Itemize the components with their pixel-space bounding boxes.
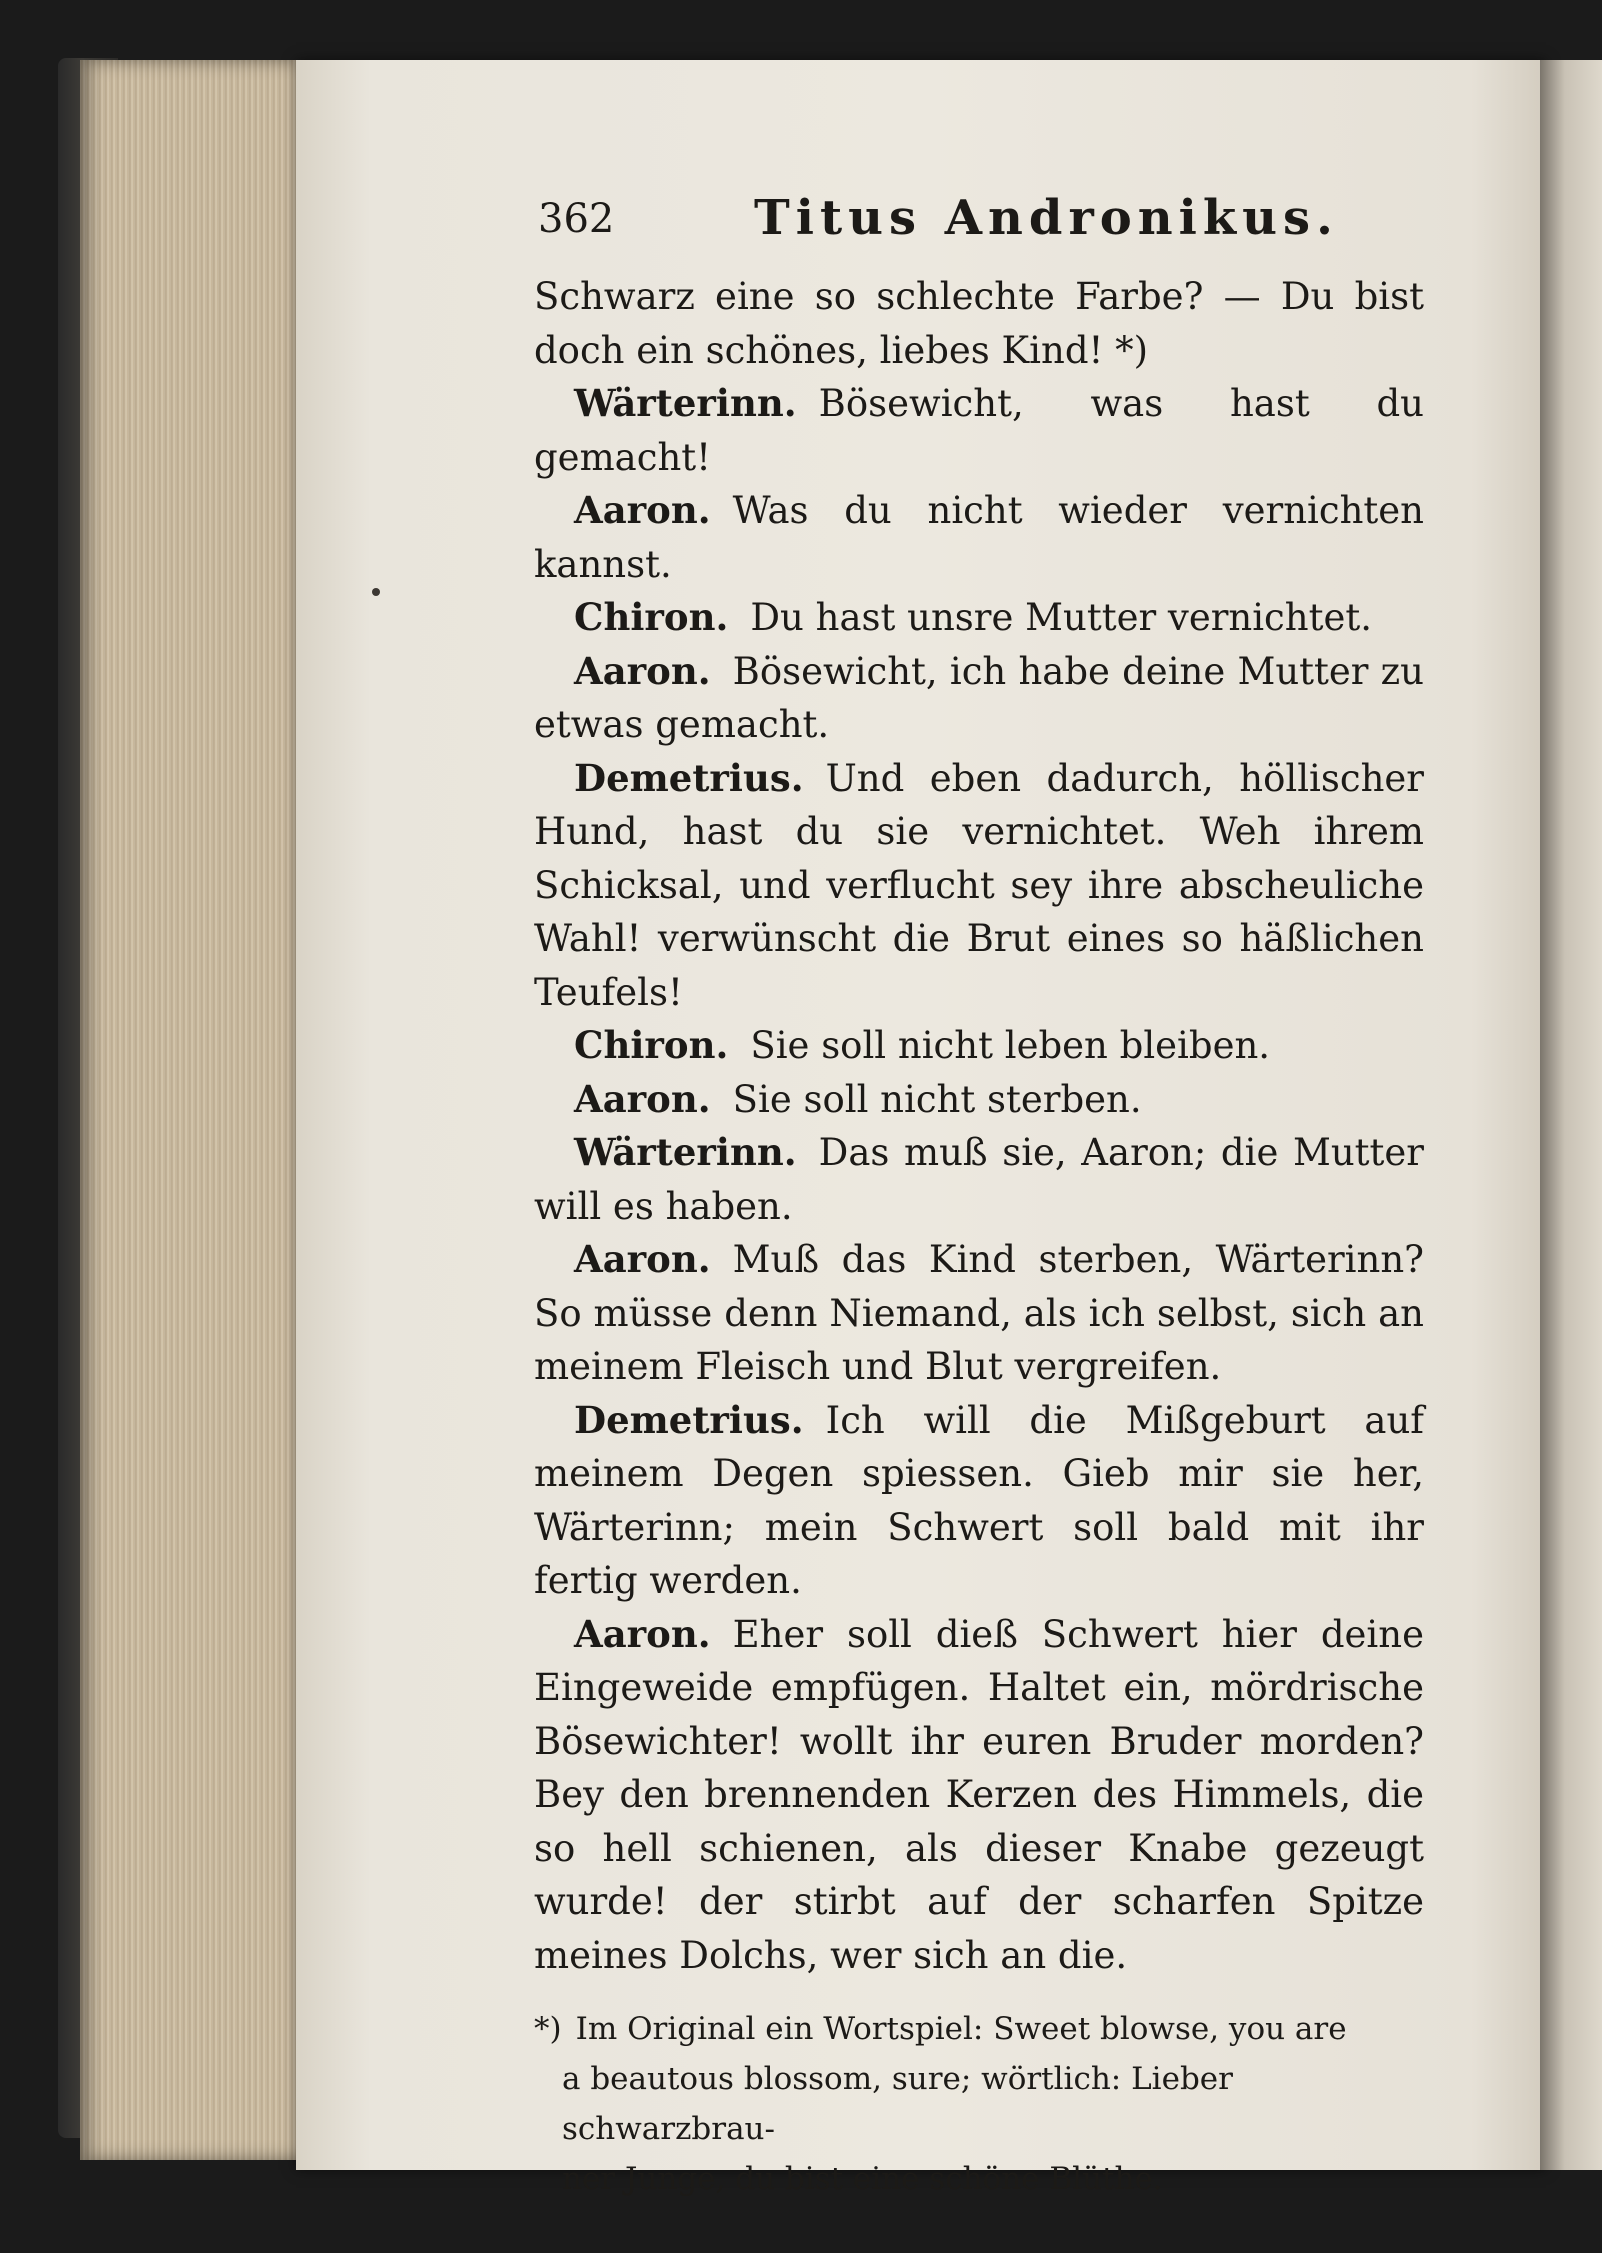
speaker-name: Aaron. [574,1237,711,1281]
speech-paragraph [534,752,1424,1020]
speaker-name: Wärterinn. [574,1130,797,1174]
page-number: 362 [538,196,615,242]
running-title: Titus Andronikus. [754,190,1339,246]
speech-paragraph [534,377,1424,484]
body-text [534,270,1424,1982]
speaker-name: Chiron. [574,595,729,639]
page-stack-edge [80,60,310,2160]
speaker-name: Aaron. [574,1611,711,1656]
speech-text: Das muß sie, Aaron; die Mutter will es haben. [534,1131,1424,1228]
speech-text: Ich will die Mißgeburt auf meinem Degen spiessen. Gieb mir sie her, Wärterinn; mein Schwert soll bald mit ihr fertig werden. [534,1398,1424,1602]
page-content [534,180,1424,2204]
speaker-name: Chiron. [574,1023,729,1067]
speech-text: Was du nicht wieder vernichten kannst. [534,489,1424,586]
speech-paragraph [534,484,1424,591]
speech-text: Du hast unsre Mutter vernichtet. [750,596,1373,639]
footnote-mark: *) [534,2011,562,2047]
speaker-name: Wärterinn. [574,381,797,425]
speech-text: Bösewicht, was hast du gemacht! [534,382,1424,479]
footnote-line: ner Junge, du bist eine schöne Blüthe. [562,2161,1163,2197]
speech-text: Muß das Kind sterben, Wärterinn? So müsse denn Niemand, als ich selbst, sich an meinem Fleisch und Blut vergreifen. [534,1238,1424,1388]
paragraph-text: Schwarz eine so schlechte Farbe? — Du bist doch ein schönes, liebes Kind! *) [534,275,1424,372]
speaker-name: Aaron. [574,648,711,693]
speech-paragraph [534,1126,1424,1233]
speaker-name: Aaron. [574,488,711,532]
speaker-name: Demetrius. [574,1397,804,1442]
speech-text: Bösewicht, ich habe deine Mutter zu etwas gemacht. [534,649,1424,746]
ink-spot [372,588,380,596]
speech-paragraph [534,645,1424,752]
footnote-line [534,2004,1424,2054]
speech-paragraph [534,1019,1424,1073]
speech-text: Sie soll nicht sterben. [732,1077,1142,1121]
speaker-name: Aaron. [574,1076,711,1121]
speaker-name: Demetrius. [574,755,804,800]
speech-paragraph [534,1233,1424,1394]
footnote [534,2004,1424,2204]
speech-paragraph [534,1394,1424,1608]
speech-text: Und eben dadurch, höllischer Hund, hast du sie vernichtet. Weh ihrem Schicksal, und verflucht sey ihre abscheuliche Wahl! verwünscht die Brut eines so häßlichen Teufels! [534,756,1424,1014]
speech-paragraph [534,1608,1424,1983]
paragraph [534,270,1424,377]
speech-paragraph [534,591,1424,645]
facing-page-edge [1540,60,1602,2170]
footnote-line: a beautous blossom, sure; wörtlich: Lieber schwarzbrau- [562,2061,1233,2147]
speech-text: Eher soll dieß Schwert hier deine Eingeweide empfügen. Haltet ein, mördrische Bösewichter! wollt ihr euren Bruder morden? Bey den brennenden Kerzen des Himmels, die so hell schienen, als dieser Knabe gezeugt wurde! der stirbt auf der scharfen Spitze meines Dolchs, wer sich an die. [534,1612,1424,1977]
footnote-text: Im Original ein Wortspiel: Sweet blowse, you are [575,2011,1347,2047]
speech-paragraph [534,1073,1424,1127]
running-head [534,180,1424,260]
speech-text: Sie soll nicht leben bleiben. [750,1024,1271,1067]
